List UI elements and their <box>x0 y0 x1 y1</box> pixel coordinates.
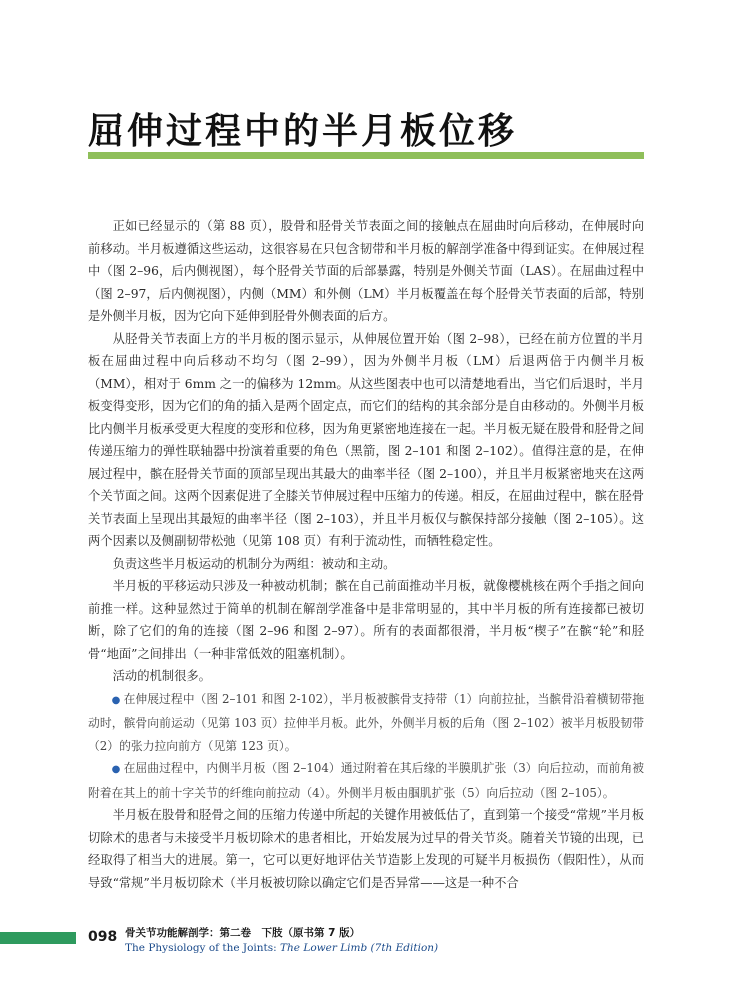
paragraph-text: 半月板的平移运动只涉及一种被动机制；髌在自己前面推动半月板，就像樱桃核在两个手指之间向前推一样。这种显然过于简单的机制在解剖学准备中是非常明显的，其中半月板的所有连接都已被切断，除了它们的角的连接（图 2–96 和图 2–97）。所有的表面都很滑，半月板“楔子”在髌“轮”和胫骨“地面”之间排出（一种非常低效的阻塞机制）。 <box>88 579 644 661</box>
paragraph-text: 正如已经显示的（第 88 页），股骨和胫骨关节表面之间的接触点在屈曲时向后移动，在伸展时向前移动。半月板遵循这些运动，这很容易在只包含韧带和半月板的解剖学准备中得到证实。在伸展过程中（图 2–96，后内侧视图），每个胫骨关节面的后部暴露，特别是外侧关节面（LAS）。在屈曲过程中（图 2–97，后内侧视图），内侧（MM）和外侧（LM）半月板覆盖在每个胫骨关节表面的后部，特别是外侧半月板，因为它向下延伸到胫骨外侧表面的后方。 <box>88 219 644 323</box>
body-paragraph <box>88 328 644 553</box>
paragraph-text: 活动的机制很多。 <box>112 669 211 683</box>
body-text <box>88 215 644 894</box>
page-title: 屈伸过程中的半月板位移 <box>88 111 518 152</box>
body-paragraph <box>88 804 644 894</box>
paragraph-text: 半月板在股骨和胫骨之间的压缩力传递中所起的关键作用被低估了，直到第一个接受“常规”半月板切除术的患者与未接受半月板切除术的患者相比，开始发展为过早的骨关节炎。随着关节镜的出现，已经取得了相当大的进展。第一，它可以更好地评估关节造影上发现的可疑半月板损伤（假阳性），从而导致“常规”半月板切除术（半月板被切除以确定它们是否异常——这是一种不合 <box>88 808 644 890</box>
title-underline <box>88 152 644 159</box>
page-number: 098 <box>88 929 118 945</box>
footer-book-title: 骨关节功能解剖学：第二卷 下肢（原书第 7 版） <box>125 927 361 939</box>
body-paragraph <box>88 553 644 576</box>
paragraph-text: 在屈曲过程中，内侧半月板（图 2–104）通过附着在其后缘的半膜肌扩张（3）向后拉动，而前角被附着在其上的前十字关节的纤维向前拉动（4）。外侧半月板由腘肌扩张（5）向后拉动（图 2–105）。 <box>88 761 645 800</box>
bullet-paragraph <box>88 757 644 804</box>
footer-subtitle-prefix: The Physiology of the Joints: <box>125 942 281 954</box>
footer-subtitle-italic: The Lower Limb (7th Edition) <box>280 942 439 954</box>
bullet-paragraph <box>88 688 644 758</box>
bullet-dot-icon: ● <box>111 694 124 706</box>
footer-accent-bar <box>0 932 76 944</box>
bullet-dot-icon: ● <box>111 764 124 775</box>
body-paragraph <box>88 665 644 688</box>
paragraph-text: 从胫骨关节表面上方的半月板的图示显示，从伸展位置开始（图 2–98），已经在前方位置的半月板在屈曲过程中向后移动不均匀（图 2–99），因为外侧半月板（LM）后退两倍于内侧半月板（MM），相对于 6mm 之一的偏移为 12mm。从这些图表中也可以清楚地看出，当它们后退时，半月板变得变形，因为它们的角的插入是两个固定点，而它们的结构的其余部分是自由移动的。外侧半月板比内侧半月板承受更大程度的变形和位移，因为角更紧密地连接在一起。半月板无疑在股骨和胫骨之间传递压缩力的弹性联轴器中扮演着重要的角色（黑箭，图 2–101 和图 2–102）。值得注意的是，在伸展过程中，髌在胫骨关节面的顶部呈现出其最大的曲率半径（图 2–100），并且半月板紧密地夹在这两个关节面之间。这两个因素促进了全膝关节伸展过程中压缩力的传递。相反，在屈曲过程中，髌在胫骨关节表面上呈现出其最短的曲率半径（图 2–103），并且半月板仅与髌保持部分接触（图 2–105）。这两个因素以及侧副韧带松弛（见第 108 页）有利于流动性，而牺牲稳定性。 <box>88 331 644 548</box>
paragraph-text: 在伸展过程中（图 2–101 和图 2-102），半月板被髌骨支持带（1）向前拉扯，当髌骨沿着横韧带拖动时，髌骨向前运动（见第 103 页）拉伸半月板。此外，外侧半月板的后角（图 2–102）被半月板股韧带（2）的张力拉向前方（见第 123 页）。 <box>88 691 644 753</box>
footer-book-subtitle <box>125 942 438 954</box>
body-paragraph <box>88 215 644 328</box>
paragraph-text: 负责这些半月板运动的机制分为两组：被动和主动。 <box>112 556 396 571</box>
body-paragraph <box>88 575 644 665</box>
title-underline-bar <box>88 152 644 159</box>
